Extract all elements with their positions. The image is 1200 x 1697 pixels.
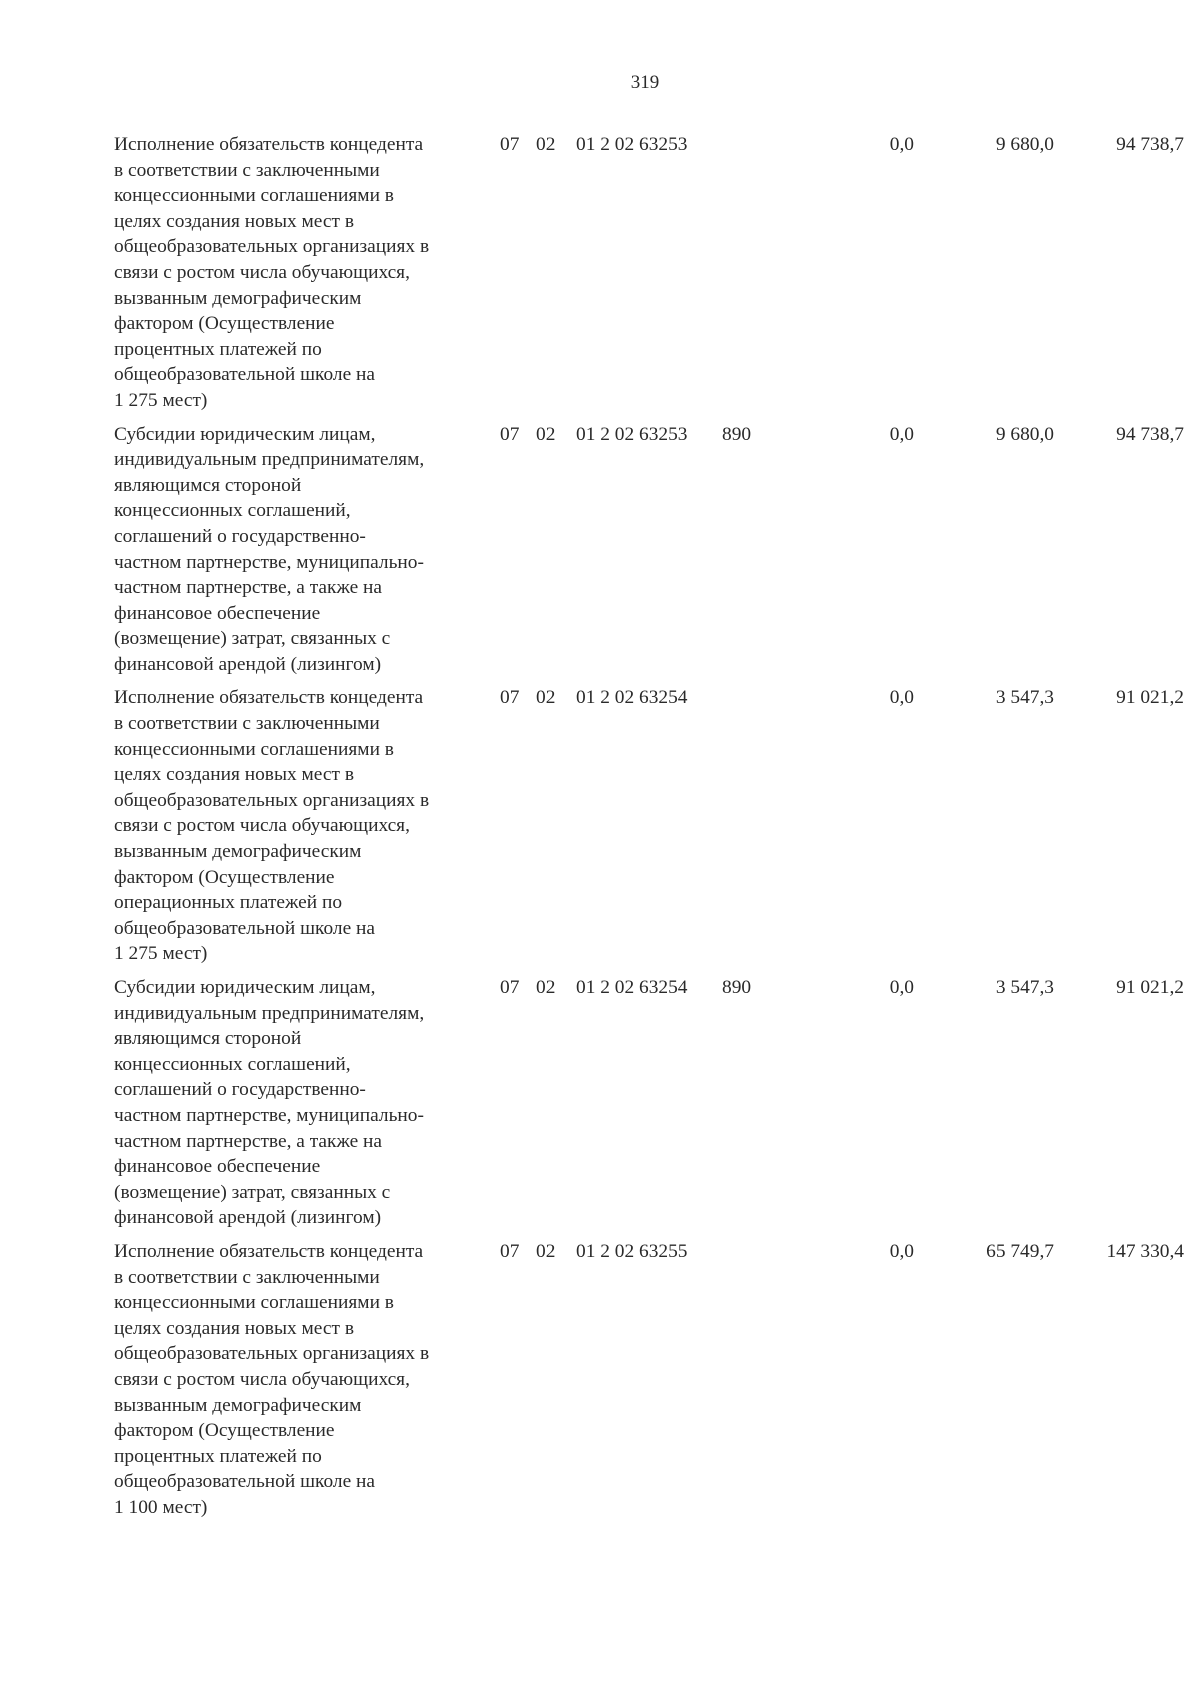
row-name: Исполнение обязательств концедента в соответствии с заключенными концессионными соглашениями в целях создания новых мест в общеобразовательных организациях в связи с ростом числа обучающихся, вызванным демографическим фактором (Осуществление процентных платежей по общеобразовательной школе на 1 275 мест) <box>114 134 430 411</box>
row-amount-2: 9 680,0 <box>995 134 1054 155</box>
row-target-article-code: 01 2 02 63254 <box>576 687 688 709</box>
row-expense-type-code <box>722 132 786 422</box>
row-subsection-code: 02 <box>536 1240 556 1262</box>
row-section-code: 07 <box>500 1240 520 1262</box>
row-name: Субсидии юридическим лицам, индивидуальным предпринимателям, являющимся стороной концессионных соглашений, соглашений о государственно- частном партнерстве, муниципально- частном партнерстве, а также на финансовое обеспечение (возмещение) затрат, связанных с финансовой арендой (лизингом) <box>114 977 425 1229</box>
row-name: Исполнение обязательств концедента в соответствии с заключенными концессионными соглашениями в целях создания новых мест в общеобразовательных организациях в связи с ростом числа обучающихся, вызванным демографическим фактором (Осуществление операционных платежей по общеобразовательной школе на 1 275 мест) <box>114 687 430 965</box>
row-target-article-code: 01 2 02 63254 <box>576 977 688 998</box>
row-amount-2: 9 680,0 <box>995 423 1054 445</box>
row-amount-3: 94 738,7 <box>1116 423 1184 445</box>
row-expense-type-code: 890 <box>722 977 752 998</box>
row-target-article-code: 01 2 02 63255 <box>576 1240 688 1262</box>
table-row <box>114 685 1184 975</box>
row-section-code: 07 <box>500 687 520 709</box>
row-expense-type-code <box>722 1239 786 1529</box>
row-amount-1: 0,0 <box>889 977 914 998</box>
row-section-code: 07 <box>500 134 520 155</box>
table-row <box>114 132 1184 422</box>
row-name: Исполнение обязательств концедента в соответствии с заключенными концессионными соглашениями в целях создания новых мест в общеобразовательных организациях в связи с ростом числа обучающихся, вызванным демографическим фактором (Осуществление процентных платежей по общеобразовательной школе на 1 100 мест) <box>114 1240 430 1518</box>
row-expense-type-code: 890 <box>722 423 752 445</box>
table-row <box>114 975 1184 1239</box>
row-target-article-code: 01 2 02 63253 <box>576 423 688 445</box>
row-subsection-code: 02 <box>536 977 556 998</box>
row-amount-2: 3 547,3 <box>995 977 1054 998</box>
row-subsection-code: 02 <box>536 687 556 709</box>
row-amount-1: 0,0 <box>889 134 914 155</box>
row-amount-3: 91 021,2 <box>1116 687 1184 709</box>
budget-table <box>114 132 1184 1528</box>
row-amount-2: 65 749,7 <box>986 1240 1054 1262</box>
row-amount-3: 94 738,7 <box>1116 134 1184 155</box>
row-expense-type-code <box>722 685 786 975</box>
row-amount-2: 3 547,3 <box>995 687 1054 709</box>
row-section-code: 07 <box>500 977 520 998</box>
row-name: Субсидии юридическим лицам, индивидуальным предпринимателям, являющимся стороной концессионных соглашений, соглашений о государственно- частном партнерстве, муниципально- частном партнерстве, а также на финансовое обеспечение (возмещение) затрат, связанных с финансовой арендой (лизингом) <box>114 423 425 675</box>
row-amount-3: 91 021,2 <box>1116 977 1184 998</box>
row-target-article-code: 01 2 02 63253 <box>576 134 688 155</box>
row-subsection-code: 02 <box>536 134 556 155</box>
row-amount-1: 0,0 <box>889 423 914 445</box>
table-row <box>114 422 1184 686</box>
page-number: 319 <box>630 72 660 93</box>
row-section-code: 07 <box>500 423 520 445</box>
table-row <box>114 1239 1184 1529</box>
row-amount-1: 0,0 <box>889 1240 914 1262</box>
row-amount-3: 147 330,4 <box>1106 1240 1184 1262</box>
row-subsection-code: 02 <box>536 423 556 445</box>
row-amount-1: 0,0 <box>889 687 914 709</box>
